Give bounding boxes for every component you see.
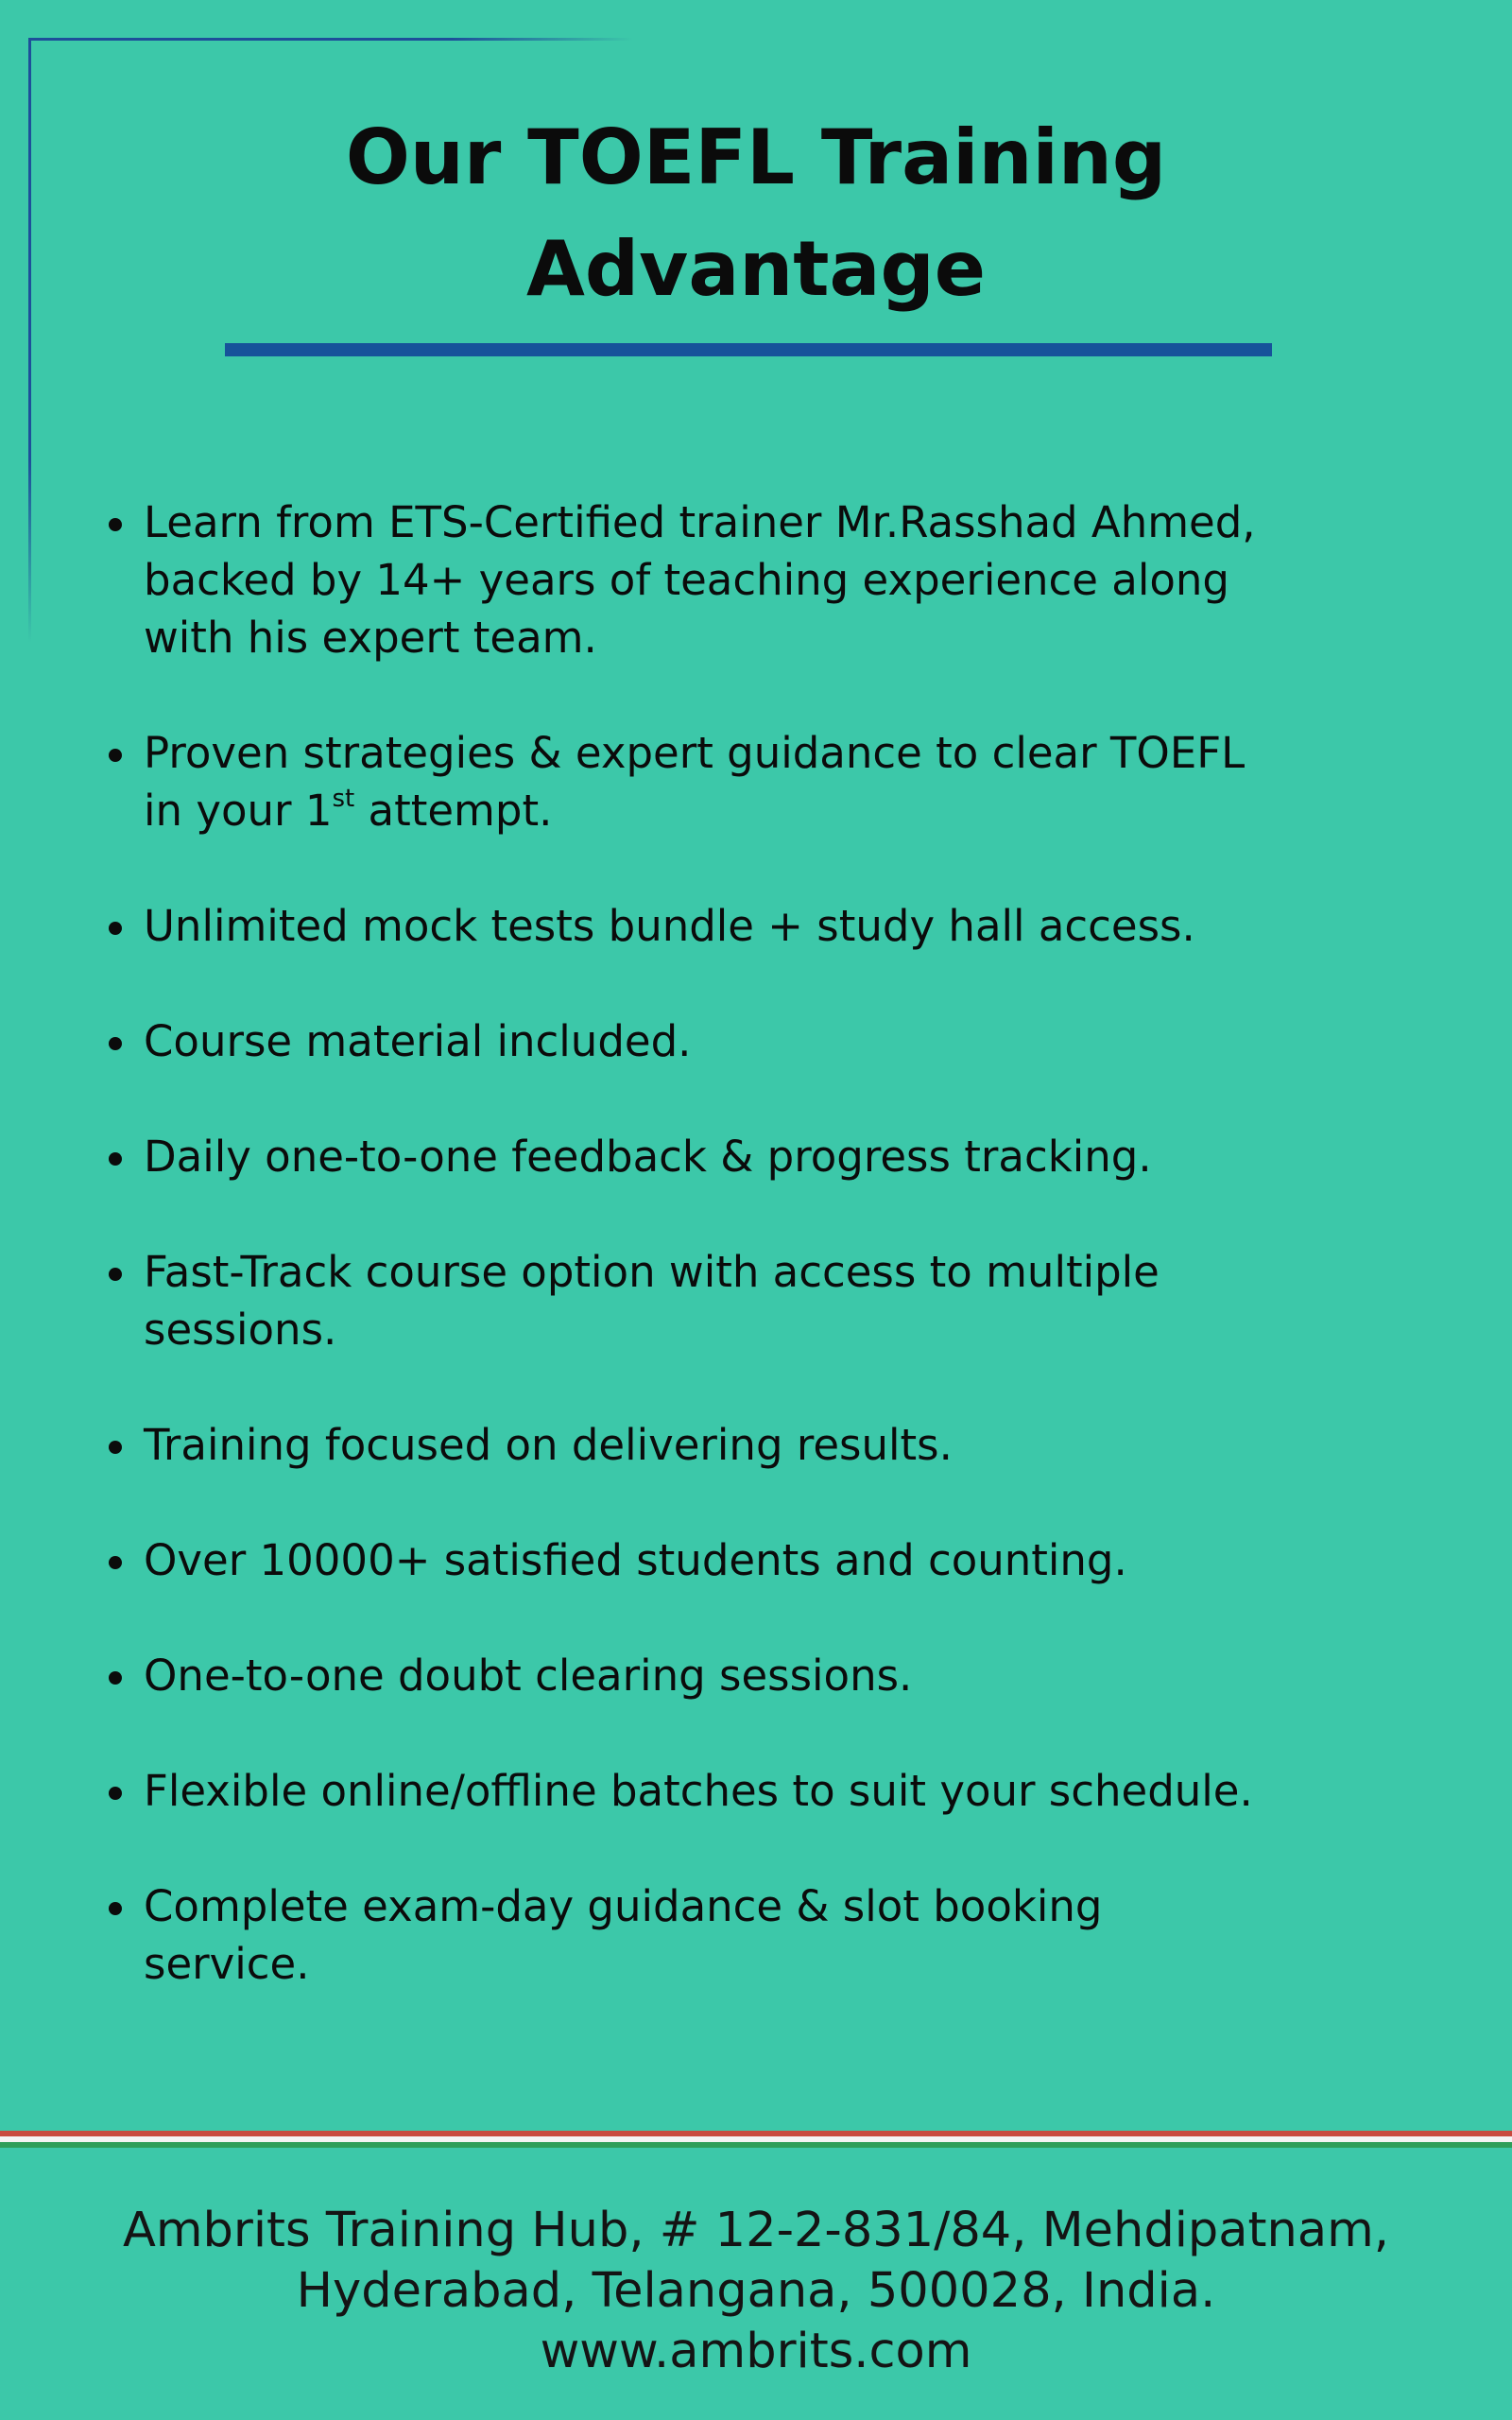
divider-stripe-green (0, 2142, 1512, 2148)
benefit-text-line: Fast-Track course option with access to multiple (144, 1247, 1160, 1297)
bullet-icon (109, 749, 122, 762)
benefit-item-mock-tests (104, 897, 1465, 955)
benefit-text-line: sessions. (144, 1305, 337, 1355)
page-title-line-1: Our TOEFL Training (345, 113, 1167, 201)
bullet-icon (109, 1902, 122, 1915)
benefit-item-flexible-batches (104, 1762, 1465, 1820)
address-line-2: Hyderabad, Telangana, 500028, India. (296, 2263, 1216, 2319)
benefit-text-line (144, 782, 1465, 839)
bullet-icon (109, 1671, 122, 1685)
page-title (0, 102, 1512, 325)
footer-address (0, 2201, 1512, 2382)
benefit-item-results (104, 1416, 1465, 1474)
benefit-text-line: Over 10000+ satisfied students and counting. (144, 1535, 1127, 1585)
ordinal-suffix: st (332, 785, 355, 813)
corner-frame-top (28, 38, 633, 41)
benefit-text-line: with his expert team. (144, 613, 597, 663)
bullet-icon (109, 518, 122, 531)
benefit-text-line: backed by 14+ years of teaching experience along (144, 555, 1229, 605)
benefit-item-fast-track (104, 1243, 1465, 1358)
footer-divider-stripes (0, 2131, 1512, 2148)
page-title-line-2: Advantage (525, 225, 986, 313)
benefit-text-line: Flexible online/offline batches to suit your schedule. (144, 1766, 1253, 1816)
benefit-text-line: Learn from ETS-Certified trainer Mr.Rasshad Ahmed, (144, 497, 1256, 547)
bullet-icon (109, 1787, 122, 1800)
bullet-icon (109, 1152, 122, 1166)
benefit-text-line: One-to-one doubt clearing sessions. (144, 1651, 913, 1701)
benefit-item-feedback (104, 1128, 1465, 1185)
address-line-1: Ambrits Training Hub, # 12-2-831/84, Mehdipatnam, (122, 2203, 1390, 2258)
benefit-item-students (104, 1531, 1465, 1589)
benefit-text-line: Unlimited mock tests bundle + study hall access. (144, 901, 1195, 951)
benefit-text-line: Training focused on delivering results. (144, 1420, 953, 1470)
bullet-icon (109, 1441, 122, 1454)
bullet-icon (109, 1268, 122, 1281)
title-underline (225, 343, 1272, 356)
benefit-item-strategies (104, 724, 1465, 839)
benefit-text-fragment: in your 1 (144, 786, 333, 836)
bullet-icon (109, 922, 122, 935)
benefit-item-exam-day (104, 1877, 1465, 1993)
benefit-text-line: Course material included. (144, 1016, 692, 1066)
benefit-text-line: Complete exam-day guidance & slot booking (144, 1881, 1103, 1931)
website-link[interactable]: www.ambrits.com (540, 2324, 972, 2379)
benefit-text-line: service. (144, 1939, 310, 1989)
benefit-item-course-material (104, 1012, 1465, 1070)
benefit-text-line: Daily one-to-one feedback & progress tracking. (144, 1132, 1152, 1182)
bullet-icon (109, 1556, 122, 1569)
benefit-text-line: Proven strategies & expert guidance to clear TOEFL (144, 728, 1246, 778)
benefit-item-doubt-clearing (104, 1647, 1465, 1704)
benefits-list (104, 493, 1465, 2050)
benefit-text-fragment: attempt. (354, 786, 553, 836)
bullet-icon (109, 1037, 122, 1050)
benefit-item-trainer (104, 493, 1465, 666)
